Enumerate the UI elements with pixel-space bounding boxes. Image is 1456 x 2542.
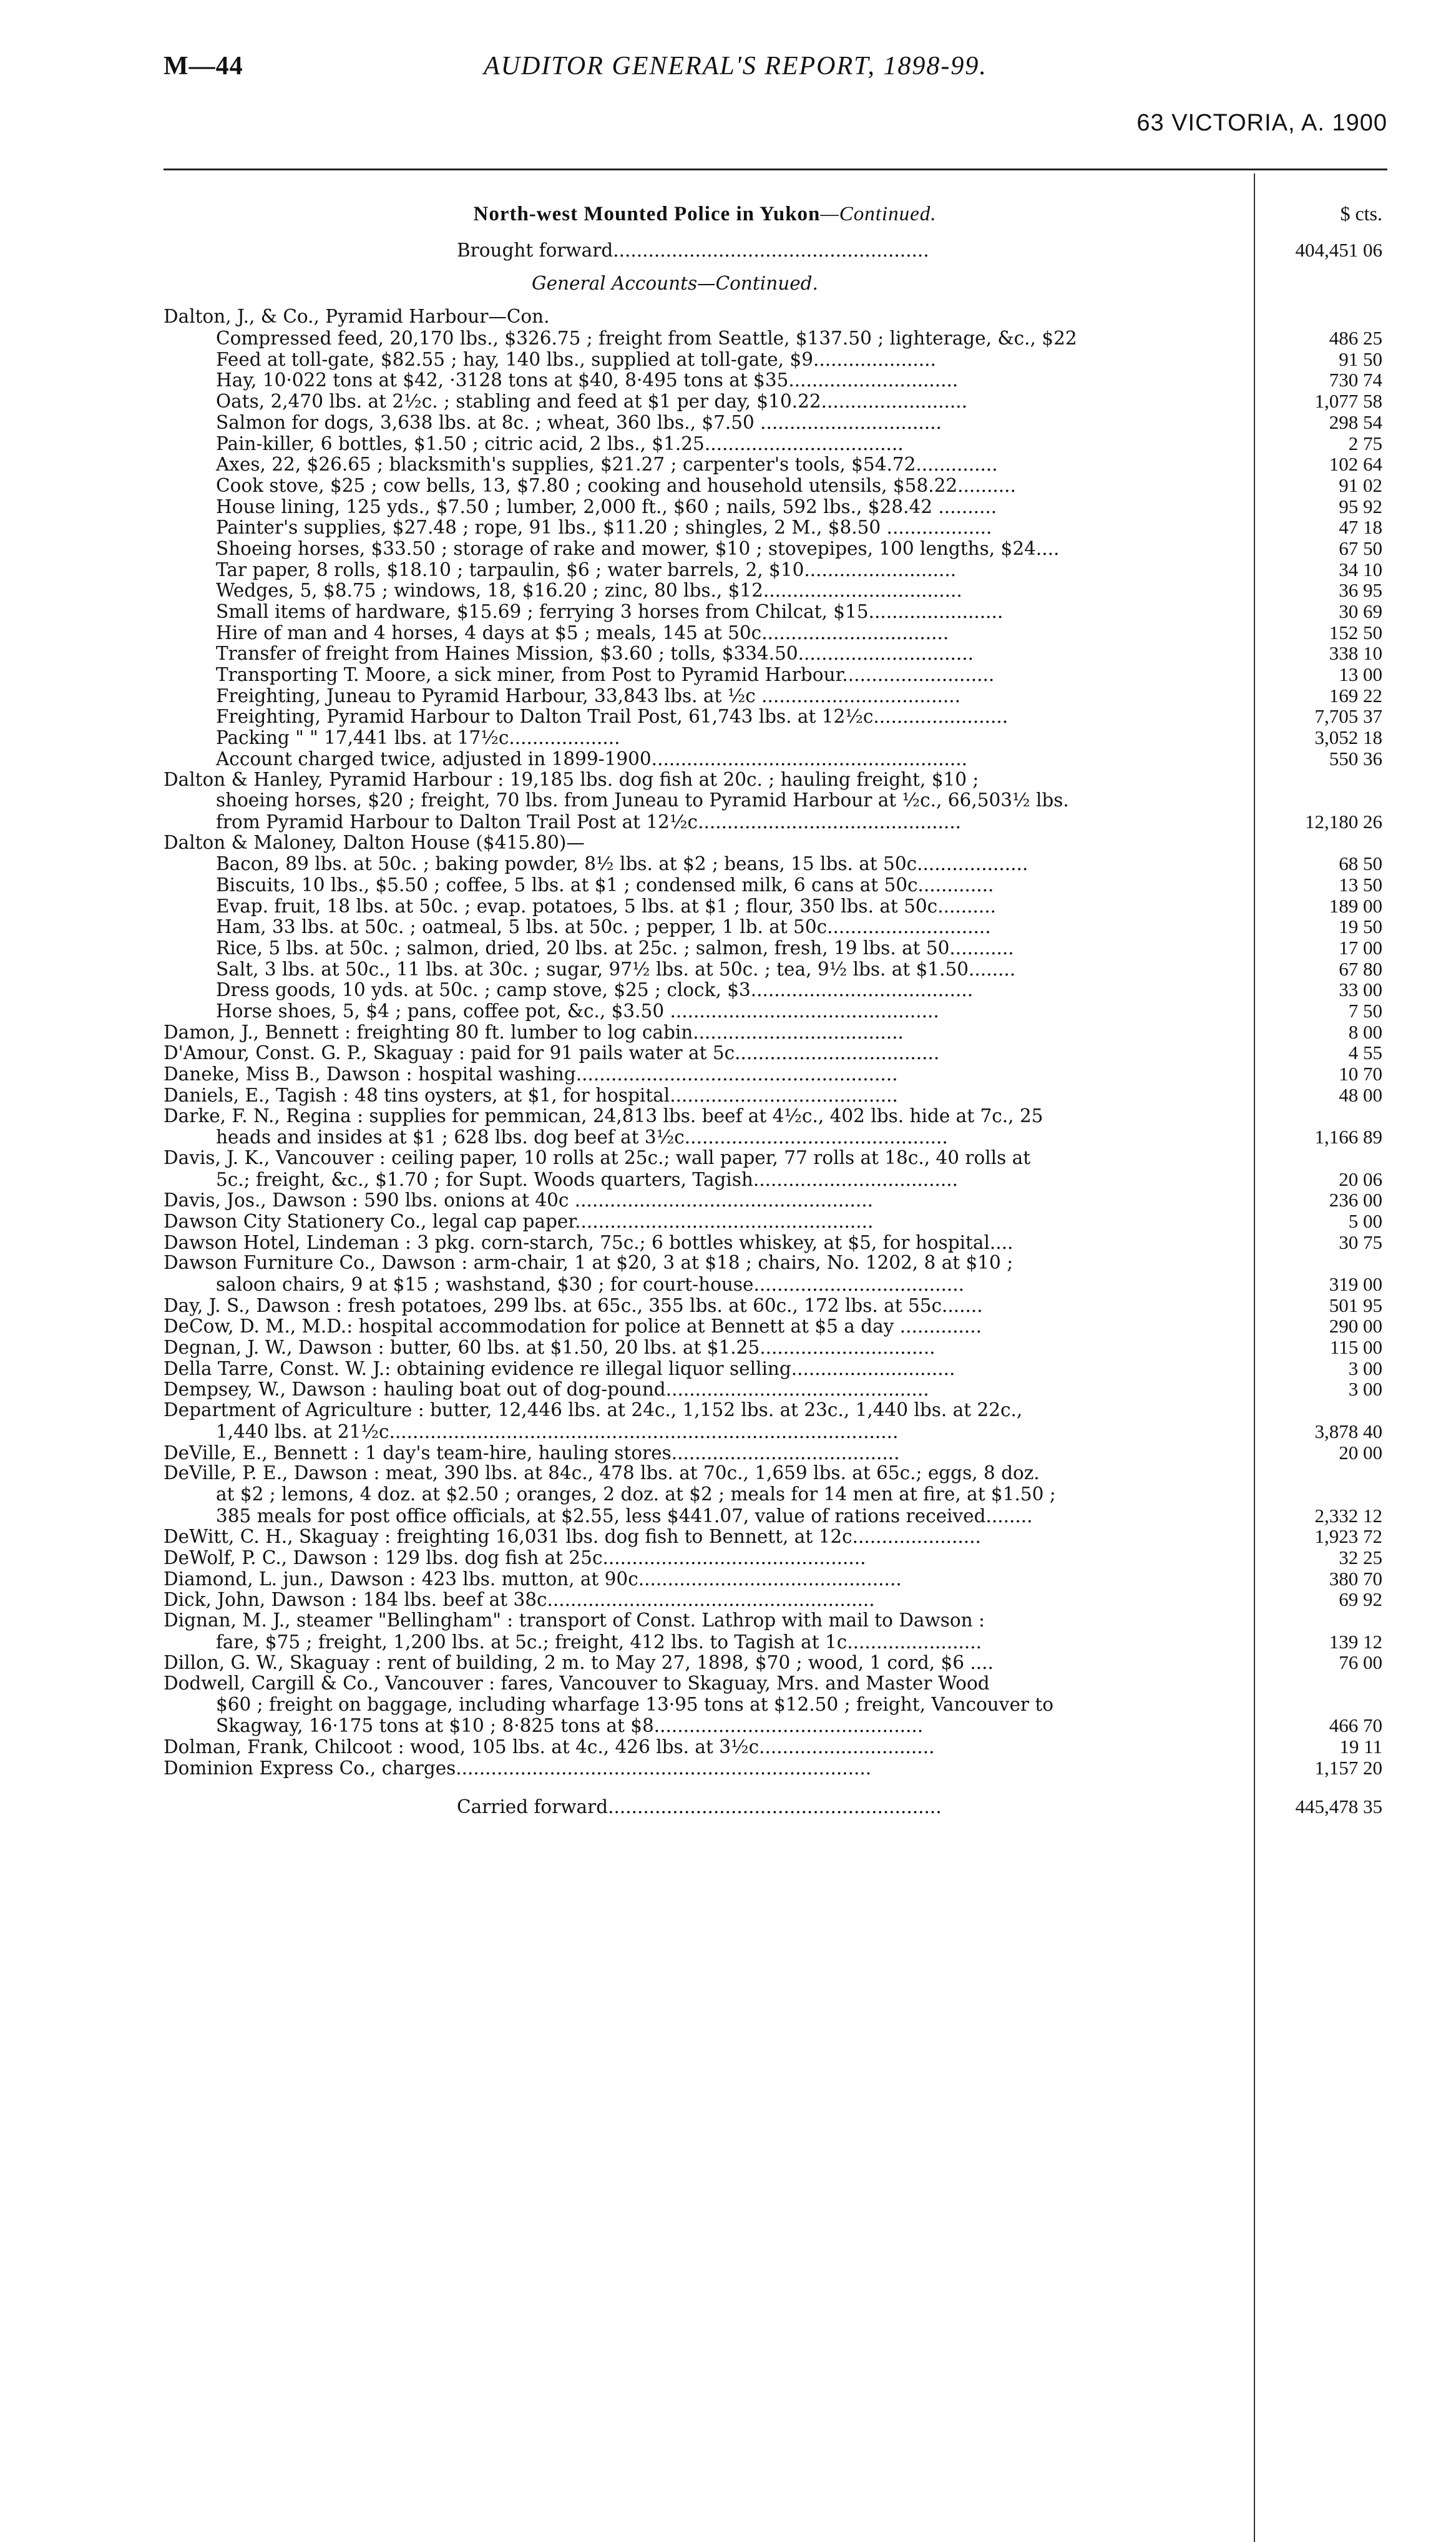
entry-description: Account charged twice, adjusted in 1899-1900...................................................... [216,748,968,770]
entry-amount: 486 25 [1329,327,1382,350]
ledger-entry-row [164,833,1387,854]
section-title-continued: —Continued. [820,203,937,225]
ledger-entry-row [164,1715,1387,1736]
header-rule [164,169,1387,170]
entry-amount: 68 50 [1339,853,1382,875]
entry-amount: 1,157 20 [1314,1756,1382,1779]
entry-amount: 169 22 [1329,684,1382,706]
ledger-entry-row [164,454,1387,475]
entry-description: Hire of man and 4 horses, 4 days at $5 ; meals, 145 at 50c................................ [216,622,949,643]
entry-amount: 95 92 [1339,495,1382,517]
entry-description: Skagway, 16·175 tons at $10 ; 8·825 tons at $8.............................................. [216,1716,924,1737]
section-title [164,200,1246,228]
entry-amount: 1,923 72 [1314,1525,1382,1548]
entry-amount: 3,052 18 [1314,726,1382,749]
ledger-entry-row [164,1463,1387,1484]
brought-forward-amount: 404,451 06 [1295,239,1382,261]
entry-amount: 10 70 [1339,1063,1382,1085]
entry-description: Axes, 22, $26.65 ; blacksmith's supplies, $21.27 ; carpenter's tools, $54.72.............. [216,454,998,476]
entry-description: Dawson Furniture Co., Dawson : arm-chair, 1 at $20, 3 at $18 ; chairs, No. 1202, 8 at $10 ; [164,1253,1014,1274]
entry-amount: 91 50 [1339,348,1382,370]
ledger-entry-row [164,1127,1387,1148]
entry-amount: 7 50 [1348,1000,1382,1022]
entry-amount: 730 74 [1329,369,1382,391]
ledger-entry-row [164,496,1387,517]
entry-amount: 32 25 [1339,1546,1382,1568]
ledger-entry-row [164,1673,1387,1694]
ledger-entry-row [164,1232,1387,1253]
entry-amount: 189 00 [1329,894,1382,917]
ledger-entry-row [164,896,1387,917]
entry-amount: 152 50 [1329,621,1382,643]
entry-description: Cook stove, $25 ; cow bells, 13, $7.80 ; cooking and household utensils, $58.22.......... [216,475,1016,496]
ledger-entry-row [164,959,1387,980]
ledger-entry-row [164,1442,1387,1464]
ledger-entry-row [164,328,1387,349]
ledger-entry-row [164,1736,1387,1757]
ledger-entry-row [164,517,1387,538]
ledger-entry-row [164,1000,1387,1022]
ledger-entry-row [164,1274,1387,1295]
ledger-entry-row [164,874,1387,896]
ledger-entry-row [164,748,1387,770]
entry-amount: 76 00 [1339,1651,1382,1674]
ledger-entry-row [164,622,1387,643]
entry-description: Darke, F. N., Regina : supplies for pemmican, 24,813 lbs. beef at 4½c., 402 lbs. hide at 7c., 25 [164,1105,1043,1127]
ledger-entry-row [164,1757,1387,1779]
entry-amount: 319 00 [1329,1273,1382,1295]
ledger-entry-row [164,601,1387,622]
entry-amount: 3 00 [1348,1378,1382,1401]
entry-amount: 7,705 37 [1314,705,1382,728]
entry-description: Davis, Jos., Dawson : 590 lbs. onions at 40c ................................................... [164,1190,874,1211]
entry-description: Bacon, 89 lbs. at 50c. ; baking powder, 8½ lbs. at $2 ; beans, 15 lbs. at 50c................... [216,854,1028,875]
entry-description: Damon, J., Bennett : freighting 80 ft. lumber to log cabin.................................... [164,1022,904,1043]
spacer [164,227,1387,240]
ledger-entry-row [164,1169,1387,1190]
page-header [0,0,1456,150]
entry-description: Dillon, G. W., Skaguay : rent of building, 2 m. to May 27, 1898, $70 ; wood, 1 cord, $6 .... [164,1653,994,1674]
ledger-entry-row [164,643,1387,664]
ledger-entry-row [164,916,1387,937]
entry-description: Transfer of freight from Haines Mission, $3.60 ; tolls, $334.50.............................. [216,643,974,665]
entry-amount: 19 11 [1339,1736,1382,1758]
entry-description: Compressed feed, 20,170 lbs., $326.75 ; freight from Seattle, $137.50 ; lighterage, &c., $22 [216,328,1077,350]
entry-amount: 91 02 [1339,474,1382,496]
brought-forward-label: Brought forward...................................................... [457,240,929,261]
ledger-entry-row [164,1610,1387,1631]
entry-description: Dempsey, W., Dawson : hauling boat out of dog-pound............................................. [164,1379,929,1401]
entry-description: Feed at toll-gate, $82.55 ; hay, 140 lbs., supplied at toll-gate, $9..................... [216,349,936,370]
entry-description: Degnan, J. W., Dawson : butter, 60 lbs. at $1.50, 20 lbs. at $1.25.............................. [164,1337,936,1359]
ledger-entry-row [164,706,1387,727]
entry-amount: 2,332 12 [1314,1504,1382,1527]
entry-amount: 115 00 [1329,1336,1382,1359]
ledger-entry-row [164,1652,1387,1673]
entry-amount: 298 54 [1329,411,1382,433]
entry-amount: 30 75 [1339,1231,1382,1253]
ledger-rows [164,306,1387,1778]
page-reference: M—44 [164,52,243,81]
entry-amount: 12,180 26 [1305,810,1382,833]
entry-description: Hay, 10·022 tons at $42, ·3128 tons at $40, 8·495 tons at $35............................. [216,370,959,391]
ledger [164,200,1387,1817]
entry-amount: 20 06 [1339,1168,1382,1190]
entry-description: DeCow, D. M., M.D.: hospital accommodation for police at Bennett at $5 a day .............. [164,1316,982,1337]
ledger-entry-row [164,1589,1387,1610]
entry-description: Freighting, Juneau to Pyramid Harbour, 33,843 lbs. at ½c .................................. [216,685,961,706]
ledger-entry-row [164,1379,1387,1400]
entry-description: Diamond, L. jun., Dawson : 423 lbs. mutton, at 90c............................................. [164,1568,902,1590]
entry-amount: 13 00 [1339,663,1382,686]
entry-amount: 1,166 89 [1314,1126,1382,1148]
entry-amount: 47 18 [1339,516,1382,539]
entry-description: Painter's supplies, $27.48 ; rope, 91 lbs., $11.20 ; shingles, 2 M., $8.50 .................. [216,517,992,539]
entry-amount: 34 10 [1339,558,1382,580]
ledger-entry-row [164,1316,1387,1337]
section-heading-row [164,200,1387,227]
entry-description: Tar paper, 8 rolls, $18.10 ; tarpaulin, $6 ; water barrels, 2, $10.......................... [216,559,957,580]
entry-description: Oats, 2,470 lbs. at 2½c. ; stabling and feed at $1 per day, $10.22......................... [216,391,968,413]
entry-description: 1,440 lbs. at 21½c....................................................................................... [216,1421,899,1442]
entry-amount: 290 00 [1329,1315,1382,1337]
ledger-entry-row [164,559,1387,580]
ledger-entry-row [164,937,1387,959]
accounts-subheading: General Accounts—Continued. [532,273,818,294]
carried-forward-row [164,1796,1387,1817]
entry-description: DeVille, P. E., Dawson : meat, 390 lbs. at 84c., 478 lbs. at 70c., 1,659 lbs. at 65c.; eggs, 8 doz. [164,1463,1040,1484]
entry-description: DeWitt, C. H., Skaguay : freighting 16,031 lbs. dog fish to Bennett, at 12c...................... [164,1527,981,1548]
ledger-entry-row [164,538,1387,559]
ledger-entry-row [164,475,1387,496]
entry-description: Della Tarre, Const. W. J.: obtaining evidence re illegal liquor selling............................ [164,1358,955,1379]
entry-description: saloon chairs, 9 at $15 ; washstand, $30 ; for court-house.................................... [216,1274,965,1295]
entry-amount: 2 75 [1348,432,1382,454]
ledger-entry-row [164,1190,1387,1211]
session-label: 63 VICTORIA, A. 1900 [1136,110,1387,136]
ledger-entry-row [164,811,1387,833]
ledger-entry-row [164,727,1387,748]
entry-description: Department of Agriculture : butter, 12,446 lbs. at 24c., 1,152 lbs. at 23c., 1,440 lbs. at 22c., [164,1400,1023,1421]
entry-amount: 1,077 58 [1314,390,1382,413]
entry-description: Dominion Express Co., charges....................................................................... [164,1757,872,1779]
entry-description: from Pyramid Harbour to Dalton Trail Post at 12½c............................................. [216,811,962,833]
ledger-entry-row [164,853,1387,874]
entry-description: House lining, 125 yds., $7.50 ; lumber, 2,000 ft., $60 ; nails, 592 lbs., $28.42 .......... [216,496,997,517]
entry-amount: 4 55 [1348,1042,1382,1064]
amount-column-header: $ cts. [1340,202,1382,225]
ledger-entry-row [164,1106,1387,1127]
entry-description: Dalton & Hanley, Pyramid Harbour : 19,185 lbs. dog fish at 20c. ; hauling freight, $10 ; [164,769,979,790]
ledger-entry-row [164,1063,1387,1085]
entry-description: Davis, J. K., Vancouver : ceiling paper, 10 rolls at 25c.; wall paper, 77 rolls at 18c., 40 rolls at [164,1147,1031,1168]
ledger-entry-row [164,1085,1387,1106]
entry-description: Dawson Hotel, Lindeman : 3 pkg. corn-starch, 75c.; 6 bottles whiskey, at $5, for hospital.... [164,1232,1014,1253]
spacer [164,261,1387,273]
entry-amount: 17 00 [1339,937,1382,959]
entry-description: Freighting, Pyramid Harbour to Dalton Trail Post, 61,743 lbs. at 12½c....................... [216,706,1009,728]
ledger-entry-row [164,1526,1387,1547]
ledger-entry-row [164,1042,1387,1063]
ledger-entry-row [164,1484,1387,1505]
entry-description: Salmon for dogs, 3,638 lbs. at 8c. ; wheat, 360 lbs., $7.50 ............................... [216,412,942,433]
ledger-entry-row [164,1022,1387,1043]
ledger-entry-row [164,1505,1387,1527]
entry-description: Dodwell, Cargill & Co., Vancouver : fares, Vancouver to Skaguay, Mrs. and Master Wood [164,1673,990,1694]
ledger-entry-row [164,1253,1387,1274]
entry-amount: 8 00 [1348,1020,1382,1043]
entry-amount: 466 70 [1329,1714,1382,1737]
entry-amount: 3 00 [1348,1357,1382,1379]
ledger-entry-row [164,433,1387,454]
ledger-entry-row [164,1568,1387,1590]
entry-amount: 33 00 [1339,979,1382,1001]
entry-description: D'Amour, Const. G. P., Skaguay : paid for 91 pails water at 5c................................... [164,1043,940,1064]
ledger-entry-row [164,1631,1387,1653]
entry-description: Dolman, Frank, Chilcoot : wood, 105 lbs. at 4c., 426 lbs. at 3½c.............................. [164,1737,935,1758]
ledger-entry-row [164,1421,1387,1442]
entry-description: Day, J. S., Dawson : fresh potatoes, 299 lbs. at 65c., 355 lbs. at 60c., 172 lbs. at 55c....... [164,1295,983,1316]
ledger-entry-row [164,1547,1387,1568]
entry-description: fare, $75 ; freight, 1,200 lbs. at 5c.; freight, 412 lbs. to Tagish at 1c....................... [216,1631,982,1653]
ledger-entry-row [164,1337,1387,1358]
ledger-entry-row [164,1400,1387,1421]
entry-description: DeVille, E., Bennett : 1 day's team-hire, hauling stores....................................... [164,1442,900,1464]
entry-amount: 236 00 [1329,1189,1382,1211]
ledger-entry-row [164,412,1387,433]
entry-description: Salt, 3 lbs. at 50c., 11 lbs. at 30c. ; sugar, 97½ lbs. at 50c. ; tea, 9½ lbs. at $1.50........ [216,959,1016,980]
entry-amount: 380 70 [1329,1567,1382,1590]
ledger-entry-row [164,685,1387,706]
entry-description: Rice, 5 lbs. at 50c. ; salmon, dried, 20 lbs. at 25c. ; salmon, fresh, 19 lbs. at 50........... [216,938,1014,959]
spacer [164,294,1387,306]
entry-amount: 3,878 40 [1314,1420,1382,1442]
ledger-entry-row [164,1295,1387,1316]
entry-description: Biscuits, 10 lbs., $5.50 ; coffee, 5 lbs. at $1 ; condensed milk, 6 cans at 50c............. [216,874,994,896]
entry-amount: 48 00 [1339,1083,1382,1106]
ledger-entry-row [164,1694,1387,1716]
entry-description: Daneke, Miss B., Dawson : hospital washing....................................................... [164,1064,898,1085]
entry-amount: 338 10 [1329,642,1382,665]
entry-description: Dick, John, Dawson : 184 lbs. beef at 38c........................................................ [164,1590,875,1611]
entry-amount: 550 36 [1329,747,1382,770]
carried-forward-amount: 445,478 35 [1295,1795,1382,1817]
entry-amount: 102 64 [1329,453,1382,476]
section-title-main: North-west Mounted Police in Yukon [473,203,821,225]
carried-forward-label: Carried forward......................................................... [457,1796,942,1817]
entry-description: Ham, 33 lbs. at 50c. ; oatmeal, 5 lbs. at 50c. ; pepper, 1 lb. at 50c............................ [216,917,991,938]
entry-amount: 36 95 [1339,579,1382,602]
ledger-entry-row [164,391,1387,412]
entry-description: 385 meals for post office officials, at $2.55, less $441.07, value of rations received........ [216,1505,1033,1527]
entry-description: Daniels, E., Tagish : 48 tins oysters, at $1, for hospital....................................... [164,1085,898,1106]
entry-description: Dalton & Maloney, Dalton House ($415.80)— [164,832,585,853]
entry-description: Pain-killer, 6 bottles, $1.50 ; citric acid, 2 lbs., $1.25.................................. [216,433,904,454]
ledger-entry-row [164,790,1387,811]
entry-description: Dignan, M. J., steamer "Bellingham" : transport of Const. Lathrop with mail to Dawson : [164,1610,985,1631]
ledger-entry-row [164,580,1387,601]
entry-description: shoeing horses, $20 ; freight, 70 lbs. from Juneau to Pyramid Harbour at ½c., 66,503½ lbs. [216,790,1069,811]
entry-description: Transporting T. Moore, a sick miner, from Post to Pyramid Harbour.......................... [216,665,995,686]
entry-description: DeWolf, P. C., Dawson : 129 lbs. dog fish at 25c............................................. [164,1547,866,1568]
brought-forward-row [164,240,1387,261]
entry-amount: 5 00 [1348,1210,1382,1232]
entry-amount: 67 50 [1339,537,1382,559]
entry-description: heads and insides at $1 ; 628 lbs. dog beef at 3½c............................................. [216,1127,948,1148]
ledger-entry-row [164,1211,1387,1232]
entry-amount: 19 50 [1339,916,1382,938]
entry-description: Wedges, 5, $8.75 ; windows, 18, $16.20 ; zinc, 80 lbs., $12.................................. [216,580,962,602]
entry-description: Small items of hardware, $15.69 ; ferrying 3 horses from Chilcat, $15....................... [216,602,1004,622]
ledger-entry-row [164,664,1387,685]
entry-description: at $2 ; lemons, 4 doz. at $2.50 ; oranges, 2 doz. at $2 ; meals for 14 men at fire, at $1.50 ; [216,1484,1056,1505]
entry-description: $60 ; freight on baggage, including wharfage 13·95 tons at $12.50 ; freight, Vancouver to [216,1694,1054,1715]
ledger-entry-row [164,770,1387,791]
report-title: AUDITOR GENERAL'S REPORT, 1898-99. [484,52,987,81]
entry-amount: 139 12 [1329,1630,1382,1653]
ledger-entry-row [164,979,1387,1000]
entry-amount: 501 95 [1329,1294,1382,1316]
entry-amount: 30 69 [1339,600,1382,622]
entry-description: Dalton, J., & Co., Pyramid Harbour—Con. [164,306,550,328]
entry-description: 5c.; freight, &c., $1.70 ; for Supt. Woods quarters, Tagish................................... [216,1169,959,1190]
entry-description: Evap. fruit, 18 lbs. at 50c. ; evap. potatoes, 5 lbs. at $1 ; flour, 350 lbs. at 50c.......... [216,896,996,917]
ledger-entry-row [164,1358,1387,1379]
ledger-entry-row [164,1148,1387,1169]
entry-description: Dress goods, 10 yds. at 50c. ; camp stove, $25 ; clock, $3...................................... [216,980,974,1001]
ledger-entry-row [164,306,1387,328]
ledger-entry-row [164,369,1387,391]
ledger-entry-row [164,349,1387,370]
entry-description: Dawson City Stationery Co., legal cap paper................................................... [164,1211,874,1232]
entry-amount: 20 00 [1339,1441,1382,1464]
entry-description: Packing " " 17,441 lbs. at 17½c................... [216,728,620,749]
entry-amount: 13 50 [1339,873,1382,896]
entry-amount: 69 92 [1339,1588,1382,1611]
entry-description: Horse shoes, 5, $4 ; pans, coffee pot, &c., $3.50 .............................................. [216,1001,939,1022]
entry-amount: 67 80 [1339,957,1382,980]
entry-description: Shoeing horses, $33.50 ; storage of rake and mower, $10 ; stovepipes, 100 lengths, $24.... [216,538,1060,559]
subheading-row [164,273,1387,295]
